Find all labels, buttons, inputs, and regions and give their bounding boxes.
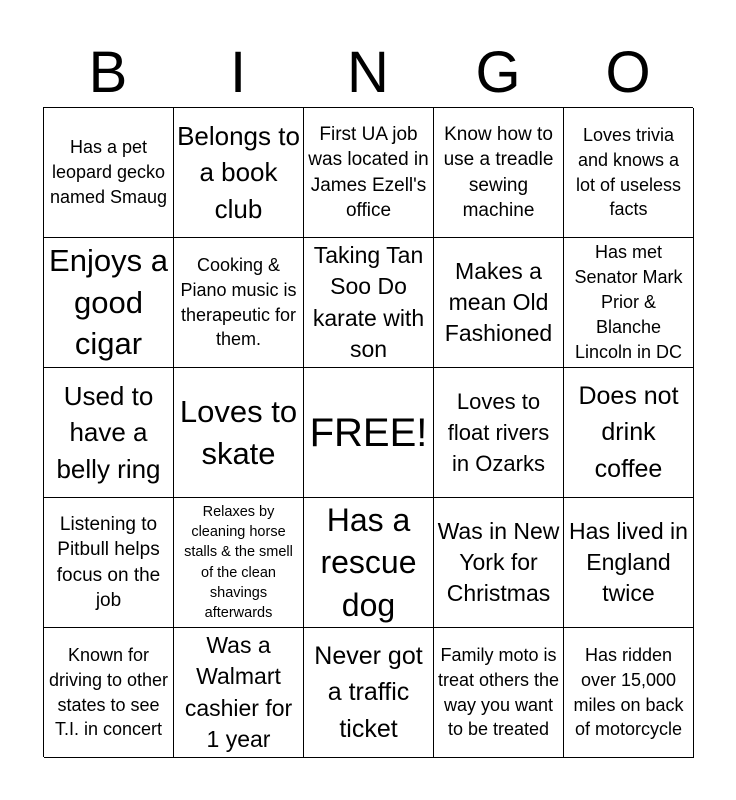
header-letter-b: B (88, 40, 128, 105)
bingo-cell[interactable]: Belongs to a book club (174, 108, 304, 238)
bingo-cell[interactable]: Used to have a belly ring (44, 368, 174, 498)
free-space[interactable]: FREE! (304, 368, 434, 498)
header-letter-i: I (229, 40, 247, 105)
bingo-cell[interactable]: Was a Walmart cashier for 1 year (174, 628, 304, 758)
bingo-cell[interactable]: Never got a traffic ticket (304, 628, 434, 758)
bingo-cell[interactable]: Makes a mean Old Fashioned (434, 238, 564, 368)
bingo-grid (43, 107, 693, 757)
bingo-cell[interactable]: Family moto is treat others the way you want to be treated (434, 628, 564, 758)
bingo-cell[interactable]: Has a pet leopard gecko named Smaug (44, 108, 174, 238)
bingo-cell[interactable]: First UA job was located in James Ezell's office (304, 108, 434, 238)
bingo-cell[interactable]: Listening to Pitbull helps focus on the job (44, 498, 174, 628)
bingo-cell[interactable]: Taking Tan Soo Do karate with son (304, 238, 434, 368)
header-letter-n: N (347, 40, 389, 105)
bingo-cell[interactable]: Enjoys a good cigar (44, 238, 174, 368)
bingo-cell[interactable]: Has ridden over 15,000 miles on back of motorcycle (564, 628, 694, 758)
bingo-cell[interactable]: Has lived in England twice (564, 498, 694, 628)
bingo-header (43, 40, 693, 106)
bingo-cell[interactable]: Has met Senator Mark Prior & Blanche Lincoln in DC (564, 238, 694, 368)
header-letter-o: O (605, 40, 651, 105)
bingo-cell[interactable]: Relaxes by cleaning horse stalls & the smell of the clean shavings afterwards (174, 498, 304, 628)
bingo-cell[interactable]: Loves to float rivers in Ozarks (434, 368, 564, 498)
bingo-cell[interactable]: Known for driving to other states to see T.I. in concert (44, 628, 174, 758)
bingo-cell[interactable]: Cooking & Piano music is therapeutic for them. (174, 238, 304, 368)
header-letter-g: G (475, 40, 521, 105)
bingo-cell[interactable]: Know how to use a treadle sewing machine (434, 108, 564, 238)
bingo-cell[interactable]: Does not drink coffee (564, 368, 694, 498)
bingo-cell[interactable]: Has a rescue dog (304, 498, 434, 628)
bingo-cell[interactable]: Loves to skate (174, 368, 304, 498)
bingo-cell[interactable]: Was in New York for Christmas (434, 498, 564, 628)
bingo-cell[interactable]: Loves trivia and knows a lot of useless facts (564, 108, 694, 238)
